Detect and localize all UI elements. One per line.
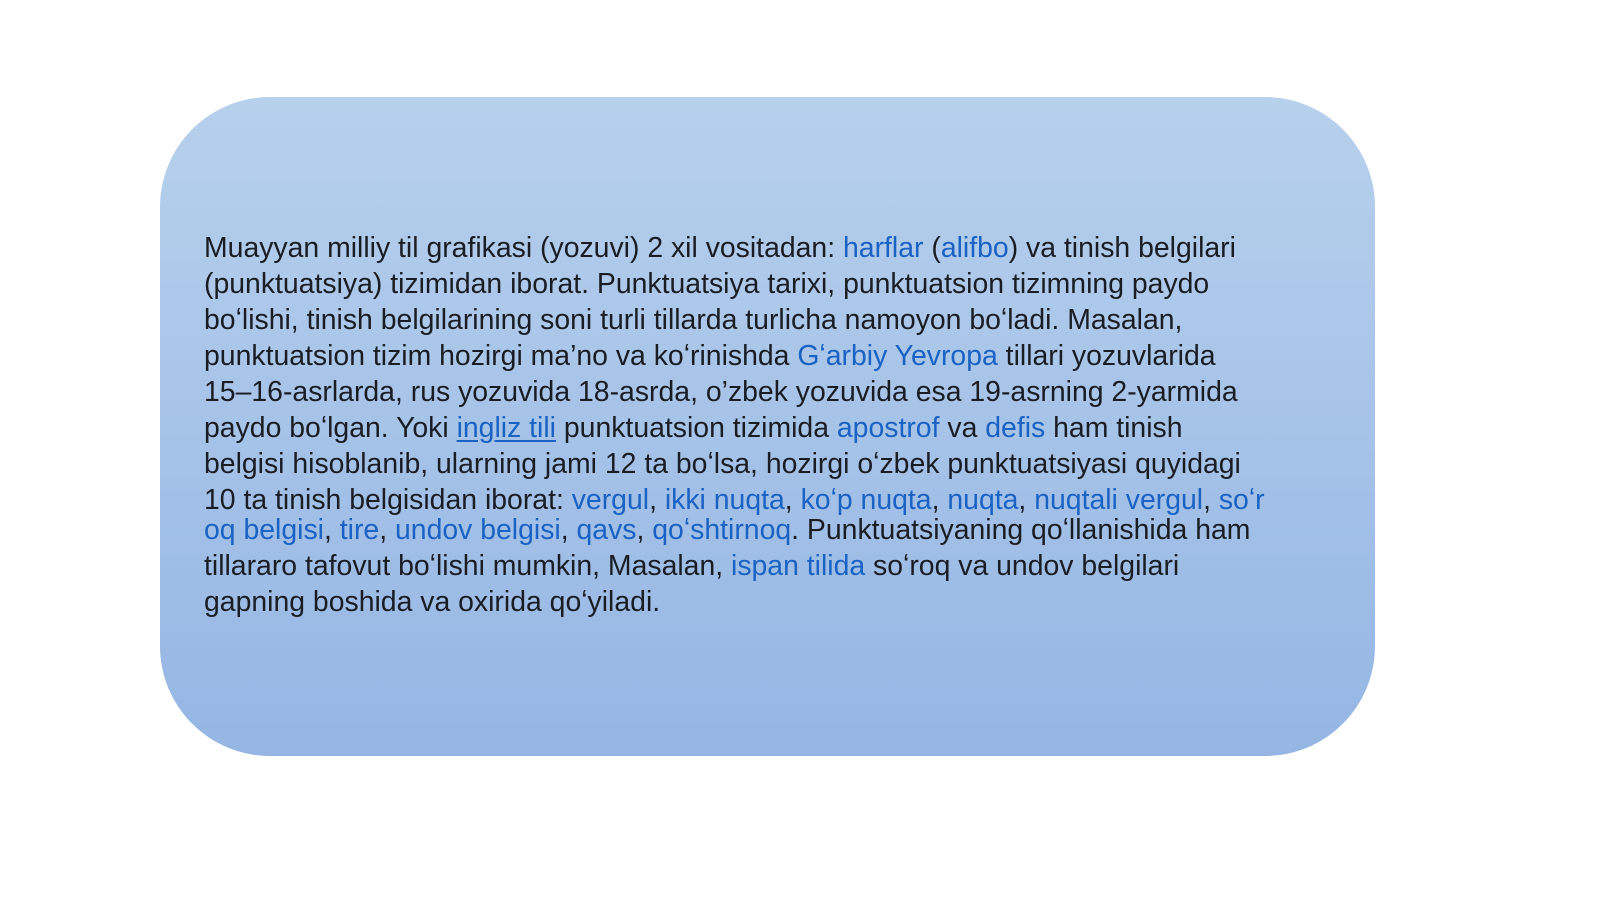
link-kop-nuqta[interactable]: koʻp nuqta — [800, 484, 932, 516]
text-span: punktuatsion tizimida — [555, 412, 837, 444]
text-span: soʻroq va undov belgilari — [865, 550, 1180, 582]
text-span: paydo boʻlgan. Yoki — [204, 412, 457, 444]
separator: , — [323, 514, 340, 546]
paragraph-line-2: (punktuatsiya) tizimidan iborat. Punktuatsiya tarixi, punktuatsion tizimning paydo — [204, 268, 1210, 300]
link-alifbo[interactable]: alifbo — [940, 232, 1009, 264]
text-span: ( — [923, 232, 941, 264]
link-ikki-nuqta[interactable]: ikki nuqta — [664, 484, 785, 516]
link-apostrof[interactable]: apostrof — [836, 412, 940, 444]
paragraph-line-1 — [204, 230, 1334, 266]
text-span: tillari yozuvlarida — [997, 340, 1216, 372]
link-garbiy-yevropa[interactable]: Gʻarbiy Yevropa — [797, 340, 998, 372]
link-nuqtali-vergul[interactable]: nuqtali vergul — [1034, 484, 1204, 516]
separator: , — [649, 484, 665, 516]
text-span: . Punktuatsiyaning qoʻllanishida ham — [791, 514, 1251, 546]
link-qavs[interactable]: qavs — [576, 514, 637, 546]
link-harflar[interactable]: harflar — [843, 232, 924, 264]
paragraph-line-4 — [204, 338, 1334, 374]
link-soroq-belgisi-part2[interactable]: oq belgisi — [204, 514, 324, 546]
separator: , — [560, 514, 577, 546]
text-span: punktuatsion tizim hozirgi ma’no va koʻrinishda — [204, 340, 798, 372]
link-qoshtirnoq[interactable]: qoʻshtirnoq — [652, 514, 792, 546]
paragraph-line-6 — [204, 410, 1334, 446]
link-defis[interactable]: defis — [985, 412, 1046, 444]
link-ingliz-tili[interactable]: ingliz tili — [456, 412, 556, 444]
paragraph-line-7: belgisi hisoblanib, ularning jami 12 ta boʻlsa, hozirgi oʻzbek punktuatsiyasi quyidagi — [204, 448, 1241, 480]
paragraph-line-3: boʻlishi, tinish belgilarining soni turli tillarda turlicha namoyon boʻladi. Masalan, — [204, 304, 1183, 336]
text-span: va — [939, 412, 986, 444]
text-span: ) va tinish belgilari — [1008, 232, 1236, 264]
link-soroq-belgisi-part1[interactable]: soʻr — [1218, 484, 1265, 516]
link-nuqta[interactable]: nuqta — [947, 484, 1019, 516]
text-span: ham tinish — [1045, 412, 1183, 444]
separator: , — [1203, 484, 1219, 516]
separator: , — [784, 484, 801, 516]
paragraph-line-11: gapning boshida va oxirida qoʻyiladi. — [204, 586, 661, 618]
separator: , — [931, 484, 948, 516]
text-span: 10 ta tinish belgisidan iborat: — [204, 484, 572, 516]
paragraph-line-9 — [204, 512, 1334, 548]
link-ispan-tilida[interactable]: ispan tilida — [731, 550, 866, 582]
link-tire[interactable]: tire — [339, 514, 380, 546]
paragraph-line-5: 15–16-asrlarda, rus yozuvida 18-asrda, o’zbek yozuvida esa 19-asrning 2-yarmida — [204, 376, 1238, 408]
paragraph-line-8 — [204, 482, 1334, 516]
paragraph — [204, 230, 1334, 620]
separator: , — [379, 514, 395, 546]
link-vergul[interactable]: vergul — [571, 484, 650, 516]
separator: , — [1018, 484, 1035, 516]
separator: , — [636, 514, 653, 546]
text-span: Muayyan milliy til grafikasi (yozuvi) 2 xil vositadan: — [204, 232, 843, 264]
text-span: tillararo tafovut boʻlishi mumkin, Masalan, — [204, 550, 732, 582]
paragraph-line-10 — [204, 548, 1334, 584]
link-undov-belgisi[interactable]: undov belgisi — [394, 514, 561, 546]
